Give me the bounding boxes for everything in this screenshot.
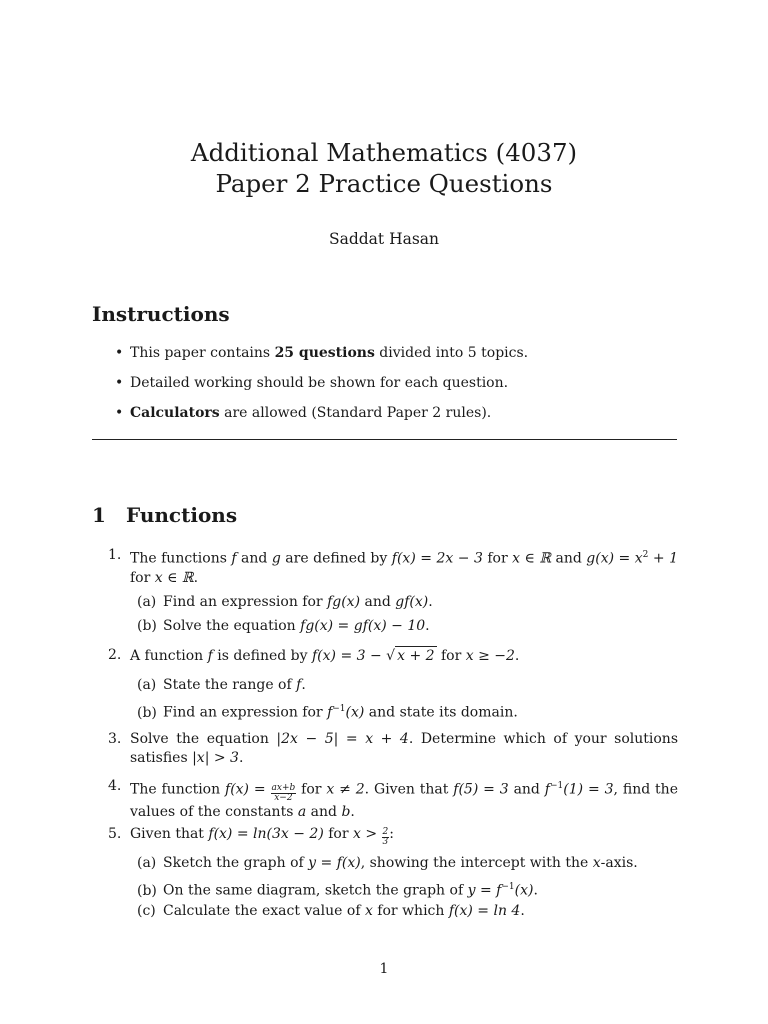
- math-run: a: [297, 803, 307, 820]
- text-run: and: [360, 594, 396, 610]
- instruction-bold: Calculators: [130, 405, 220, 421]
- question-number: 3.: [108, 731, 122, 747]
- text-run: , find the values of the constants: [130, 781, 678, 820]
- question-2b: [137, 700, 677, 723]
- part-label: (a): [137, 855, 157, 871]
- text-run: .: [350, 803, 355, 820]
- math-run: g(x) = x: [586, 550, 643, 567]
- text-run: for: [130, 569, 155, 586]
- math-run: |x| > 3: [192, 750, 239, 766]
- fraction-denominator: x−2: [274, 792, 293, 803]
- math-run: f(x) =: [225, 781, 271, 798]
- text-run: .: [533, 882, 538, 899]
- question-number: 4.: [108, 778, 122, 794]
- superscript: 2: [642, 550, 649, 560]
- question-number: 5.: [108, 826, 122, 842]
- part-label: (c): [137, 903, 156, 919]
- text-run: Find an expression for: [163, 704, 328, 721]
- instruction-item-3: [92, 405, 682, 435]
- math-run: x: [592, 855, 601, 871]
- math-run: (x): [514, 882, 534, 899]
- text-run: On the same diagram, sketch the graph of: [163, 882, 468, 899]
- question-5a: [137, 854, 677, 873]
- bullet-icon: •: [115, 345, 124, 361]
- text-run: .: [301, 677, 306, 693]
- bullet-icon: •: [115, 375, 124, 391]
- question-number: 1.: [108, 547, 122, 563]
- text-run: for which: [372, 903, 449, 919]
- text-run: The function: [130, 781, 226, 798]
- math-run: f(x) = ln(3x − 2): [208, 826, 324, 842]
- question-4: [108, 777, 678, 822]
- text-run: . Given that: [364, 781, 454, 798]
- text-run: Find an expression for: [163, 594, 328, 610]
- text-run: Solve the equation: [130, 731, 277, 747]
- section-heading: [92, 503, 237, 527]
- instruction-bold: 25 questions: [274, 345, 375, 361]
- section-title: Functions: [126, 503, 238, 527]
- question-text: [130, 730, 678, 768]
- text-run: Solve the equation: [163, 618, 301, 634]
- math-run: gf(x): [395, 594, 429, 610]
- radicand: x + 2: [397, 648, 435, 664]
- title-line-1: Additional Mathematics (4037): [190, 138, 578, 167]
- text-run: .: [520, 903, 525, 919]
- question-1a: [137, 593, 677, 612]
- math-run: x: [364, 903, 373, 919]
- text-run: .: [514, 648, 520, 664]
- question-text: [130, 825, 678, 847]
- math-run: f: [207, 648, 213, 664]
- math-run: y = f: [467, 882, 502, 899]
- question-number: 2.: [108, 647, 122, 663]
- text-run: and: [551, 550, 587, 567]
- math-run: x ≠ 2: [326, 781, 365, 798]
- math-run: + 1: [648, 550, 678, 567]
- math-run: x >: [352, 826, 382, 842]
- page-number: 1: [379, 961, 389, 977]
- text-run: and: [236, 550, 272, 567]
- instruction-item-1: [92, 345, 682, 375]
- text-run: .: [193, 569, 199, 586]
- bullet-icon: •: [115, 405, 124, 421]
- fraction: [271, 784, 297, 803]
- fraction-denominator: 3: [382, 837, 389, 847]
- fraction-numerator: ax+b: [271, 782, 296, 793]
- text-run: and state its domain.: [364, 704, 518, 721]
- question-text: [130, 646, 678, 666]
- question-5b: [137, 878, 677, 901]
- math-run: (1) = 3: [563, 781, 614, 798]
- text-run: Given that: [130, 826, 209, 842]
- text-run: .: [425, 618, 430, 634]
- math-run: f(x) = 3 − √: [312, 648, 396, 664]
- instruction-text: Detailed working should be shown for each question.: [130, 375, 509, 391]
- question-2: [108, 646, 678, 666]
- instructions-heading: Instructions: [92, 302, 230, 326]
- math-run: b: [341, 803, 351, 820]
- math-run: f: [296, 677, 302, 693]
- instruction-text: divided into 5 topics.: [374, 345, 529, 361]
- text-run: are defined by: [280, 550, 392, 567]
- instruction-text: This paper contains: [130, 345, 275, 361]
- text-run: -axis.: [600, 855, 638, 871]
- math-run: fg(x) = gf(x) − 10: [300, 618, 426, 634]
- text-run: and: [508, 781, 545, 798]
- document-title: [0, 137, 768, 199]
- superscript: −1: [549, 781, 564, 791]
- text-run: Calculate the exact value of: [163, 903, 365, 919]
- math-run: f: [544, 781, 550, 798]
- instruction-text: are allowed (Standard Paper 2 rules).: [219, 405, 492, 421]
- part-label: (b): [137, 704, 157, 721]
- title-line-2: Paper 2 Practice Questions: [215, 169, 553, 198]
- author-name: Saddat Hasan: [328, 230, 440, 248]
- question-3: [108, 730, 678, 768]
- part-label: (b): [137, 882, 157, 899]
- text-run: Sketch the graph of: [163, 855, 309, 871]
- text-run: for: [482, 550, 513, 567]
- math-run: |2x − 5| = x + 4: [276, 731, 409, 747]
- superscript: −1: [501, 882, 515, 892]
- horizontal-rule: [92, 439, 677, 440]
- text-run: The functions: [130, 550, 232, 567]
- part-label: (a): [137, 677, 157, 693]
- fraction-numerator: 2: [382, 827, 389, 837]
- instruction-item-2: [92, 375, 682, 405]
- question-5: [108, 825, 678, 847]
- text-run: and: [306, 803, 342, 820]
- math-run: x ∈ ℝ: [154, 569, 194, 586]
- question-1: [108, 546, 678, 588]
- text-run: for: [436, 648, 466, 664]
- math-run: (x): [345, 704, 365, 721]
- math-run: fg(x): [327, 594, 361, 610]
- math-run: f(5) = 3: [453, 781, 509, 798]
- text-run: :: [389, 826, 394, 842]
- text-run: , showing the intercept with the: [360, 855, 593, 871]
- text-run: State the range of: [163, 677, 297, 693]
- text-run: is defined by: [212, 648, 312, 664]
- superscript: −1: [332, 704, 346, 714]
- text-run: for: [296, 781, 327, 798]
- question-5c: [137, 902, 677, 921]
- text-run: for: [323, 826, 353, 842]
- math-run: x ∈ ℝ: [512, 550, 551, 567]
- text-run: .: [428, 594, 433, 610]
- math-run: f: [327, 704, 333, 721]
- text-run: .: [238, 750, 244, 766]
- math-run: x ≥ −2: [465, 648, 515, 664]
- math-run: g: [271, 550, 281, 567]
- part-label: (b): [137, 618, 157, 634]
- math-run: f: [231, 550, 237, 567]
- question-text: [130, 777, 678, 822]
- instructions-list: [92, 345, 682, 435]
- text-run: A function: [130, 648, 208, 664]
- question-text: [130, 546, 678, 588]
- text-run: . Determine which of your solutions satisfies: [130, 731, 678, 766]
- math-run: f(x) = ln 4: [448, 903, 521, 919]
- section-number: 1: [92, 503, 106, 527]
- math-run: f(x) = 2x − 3: [391, 550, 483, 567]
- part-label: (a): [137, 594, 157, 610]
- question-1b: [137, 617, 677, 636]
- question-2a: [137, 676, 677, 695]
- math-run: y = f(x): [308, 855, 361, 871]
